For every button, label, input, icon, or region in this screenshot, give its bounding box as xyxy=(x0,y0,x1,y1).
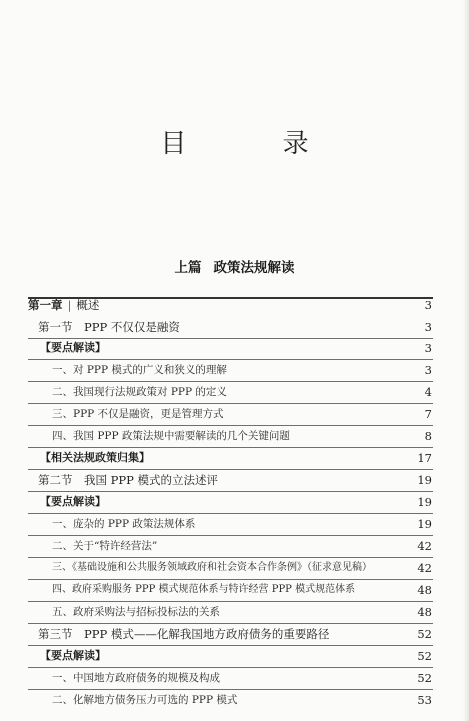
key-heading: 【要点解读】 xyxy=(40,495,106,508)
item-title: 四、政府采购服务 PPP 模式规范体系与特许经营 PPP 模式规范体系 xyxy=(52,584,356,595)
toc-row-item[interactable] xyxy=(0,690,469,710)
toc-row-key[interactable] xyxy=(0,646,469,666)
page-number: 4 xyxy=(424,385,432,399)
toc-row-item[interactable] xyxy=(0,580,469,600)
chapter-title: 概述 xyxy=(76,298,100,312)
toc-row-section[interactable] xyxy=(0,317,469,337)
section-title: 第二节 我国 PPP 模式的立法述评 xyxy=(38,473,219,487)
item-title: 一、中国地方政府债务的规模及构成 xyxy=(52,672,220,684)
toc-row-item[interactable] xyxy=(0,514,469,534)
page-number: 48 xyxy=(417,583,432,597)
item-title: 二、化解地方债务压力可选的 PPP 模式 xyxy=(52,694,238,706)
toc-row-item[interactable] xyxy=(0,558,469,578)
page-edge-shadow xyxy=(463,0,469,721)
toc-row-key[interactable] xyxy=(0,448,469,468)
page-number: 52 xyxy=(417,649,432,663)
page-number: 8 xyxy=(424,429,432,443)
toc-row-key[interactable] xyxy=(0,338,469,358)
toc-row-key[interactable] xyxy=(0,492,469,512)
toc-row-item[interactable] xyxy=(0,602,469,622)
part-name: 政策法规解读 xyxy=(213,260,295,276)
toc-row-chapter[interactable] xyxy=(0,295,469,315)
page-number: 19 xyxy=(417,517,432,531)
page-number: 7 xyxy=(424,407,432,421)
item-title: 一、对 PPP 模式的广义和狭义的理解 xyxy=(52,364,227,376)
page-number: 17 xyxy=(417,451,432,465)
page-number: 3 xyxy=(424,298,432,312)
page-number: 42 xyxy=(417,539,432,553)
toc-row-item[interactable] xyxy=(0,536,469,556)
part-label: 上篇 xyxy=(174,260,202,276)
item-title: 二、我国现行法规政策对 PPP 的定义 xyxy=(52,386,227,398)
item-title: 一、庞杂的 PPP 政策法规体系 xyxy=(52,518,196,530)
toc-row-item[interactable] xyxy=(0,404,469,424)
page-number: 3 xyxy=(424,320,432,334)
page-title: 目 录 xyxy=(160,129,353,159)
page-number: 42 xyxy=(417,561,432,575)
toc-row-item[interactable] xyxy=(0,360,469,380)
toc-row-item[interactable] xyxy=(0,668,469,688)
toc-row-item[interactable] xyxy=(0,382,469,402)
page-number: 3 xyxy=(424,341,432,355)
item-title: 四、我国 PPP 政策法规中需要解读的几个关键问题 xyxy=(52,430,290,442)
key-heading: 【要点解读】 xyxy=(40,649,106,662)
section-title: 第三节 PPP 模式——化解我国地方政府债务的重要路径 xyxy=(38,627,330,641)
page-number: 53 xyxy=(417,693,432,707)
item-title: 三、《基础设施和公共服务领域政府和社会资本合作条例》（征求意见稿） xyxy=(52,562,372,573)
page-number: 19 xyxy=(417,473,432,487)
toc-row-item[interactable] xyxy=(0,426,469,446)
chapter-number: 第一章 xyxy=(28,298,63,312)
toc-row-section[interactable] xyxy=(0,470,469,490)
page-number: 3 xyxy=(424,363,432,377)
part-heading xyxy=(0,256,469,276)
section-title: 第一节 PPP 不仅仅是融资 xyxy=(38,320,180,334)
page-number: 48 xyxy=(417,605,432,619)
item-title: 三、PPP 不仅是融资，更是管理方式 xyxy=(52,408,224,420)
item-title: 二、关于“特许经营法” xyxy=(52,540,158,552)
key-heading: 【相关法规政策归集】 xyxy=(40,451,150,464)
page-number: 52 xyxy=(417,627,432,641)
chapter-separator: | xyxy=(67,298,72,312)
page-number: 19 xyxy=(417,495,432,509)
item-title: 五、政府采购法与招标投标法的关系 xyxy=(52,606,220,618)
page-number: 52 xyxy=(417,671,432,685)
toc-row-section[interactable] xyxy=(0,624,469,644)
key-heading: 【要点解读】 xyxy=(40,341,106,354)
